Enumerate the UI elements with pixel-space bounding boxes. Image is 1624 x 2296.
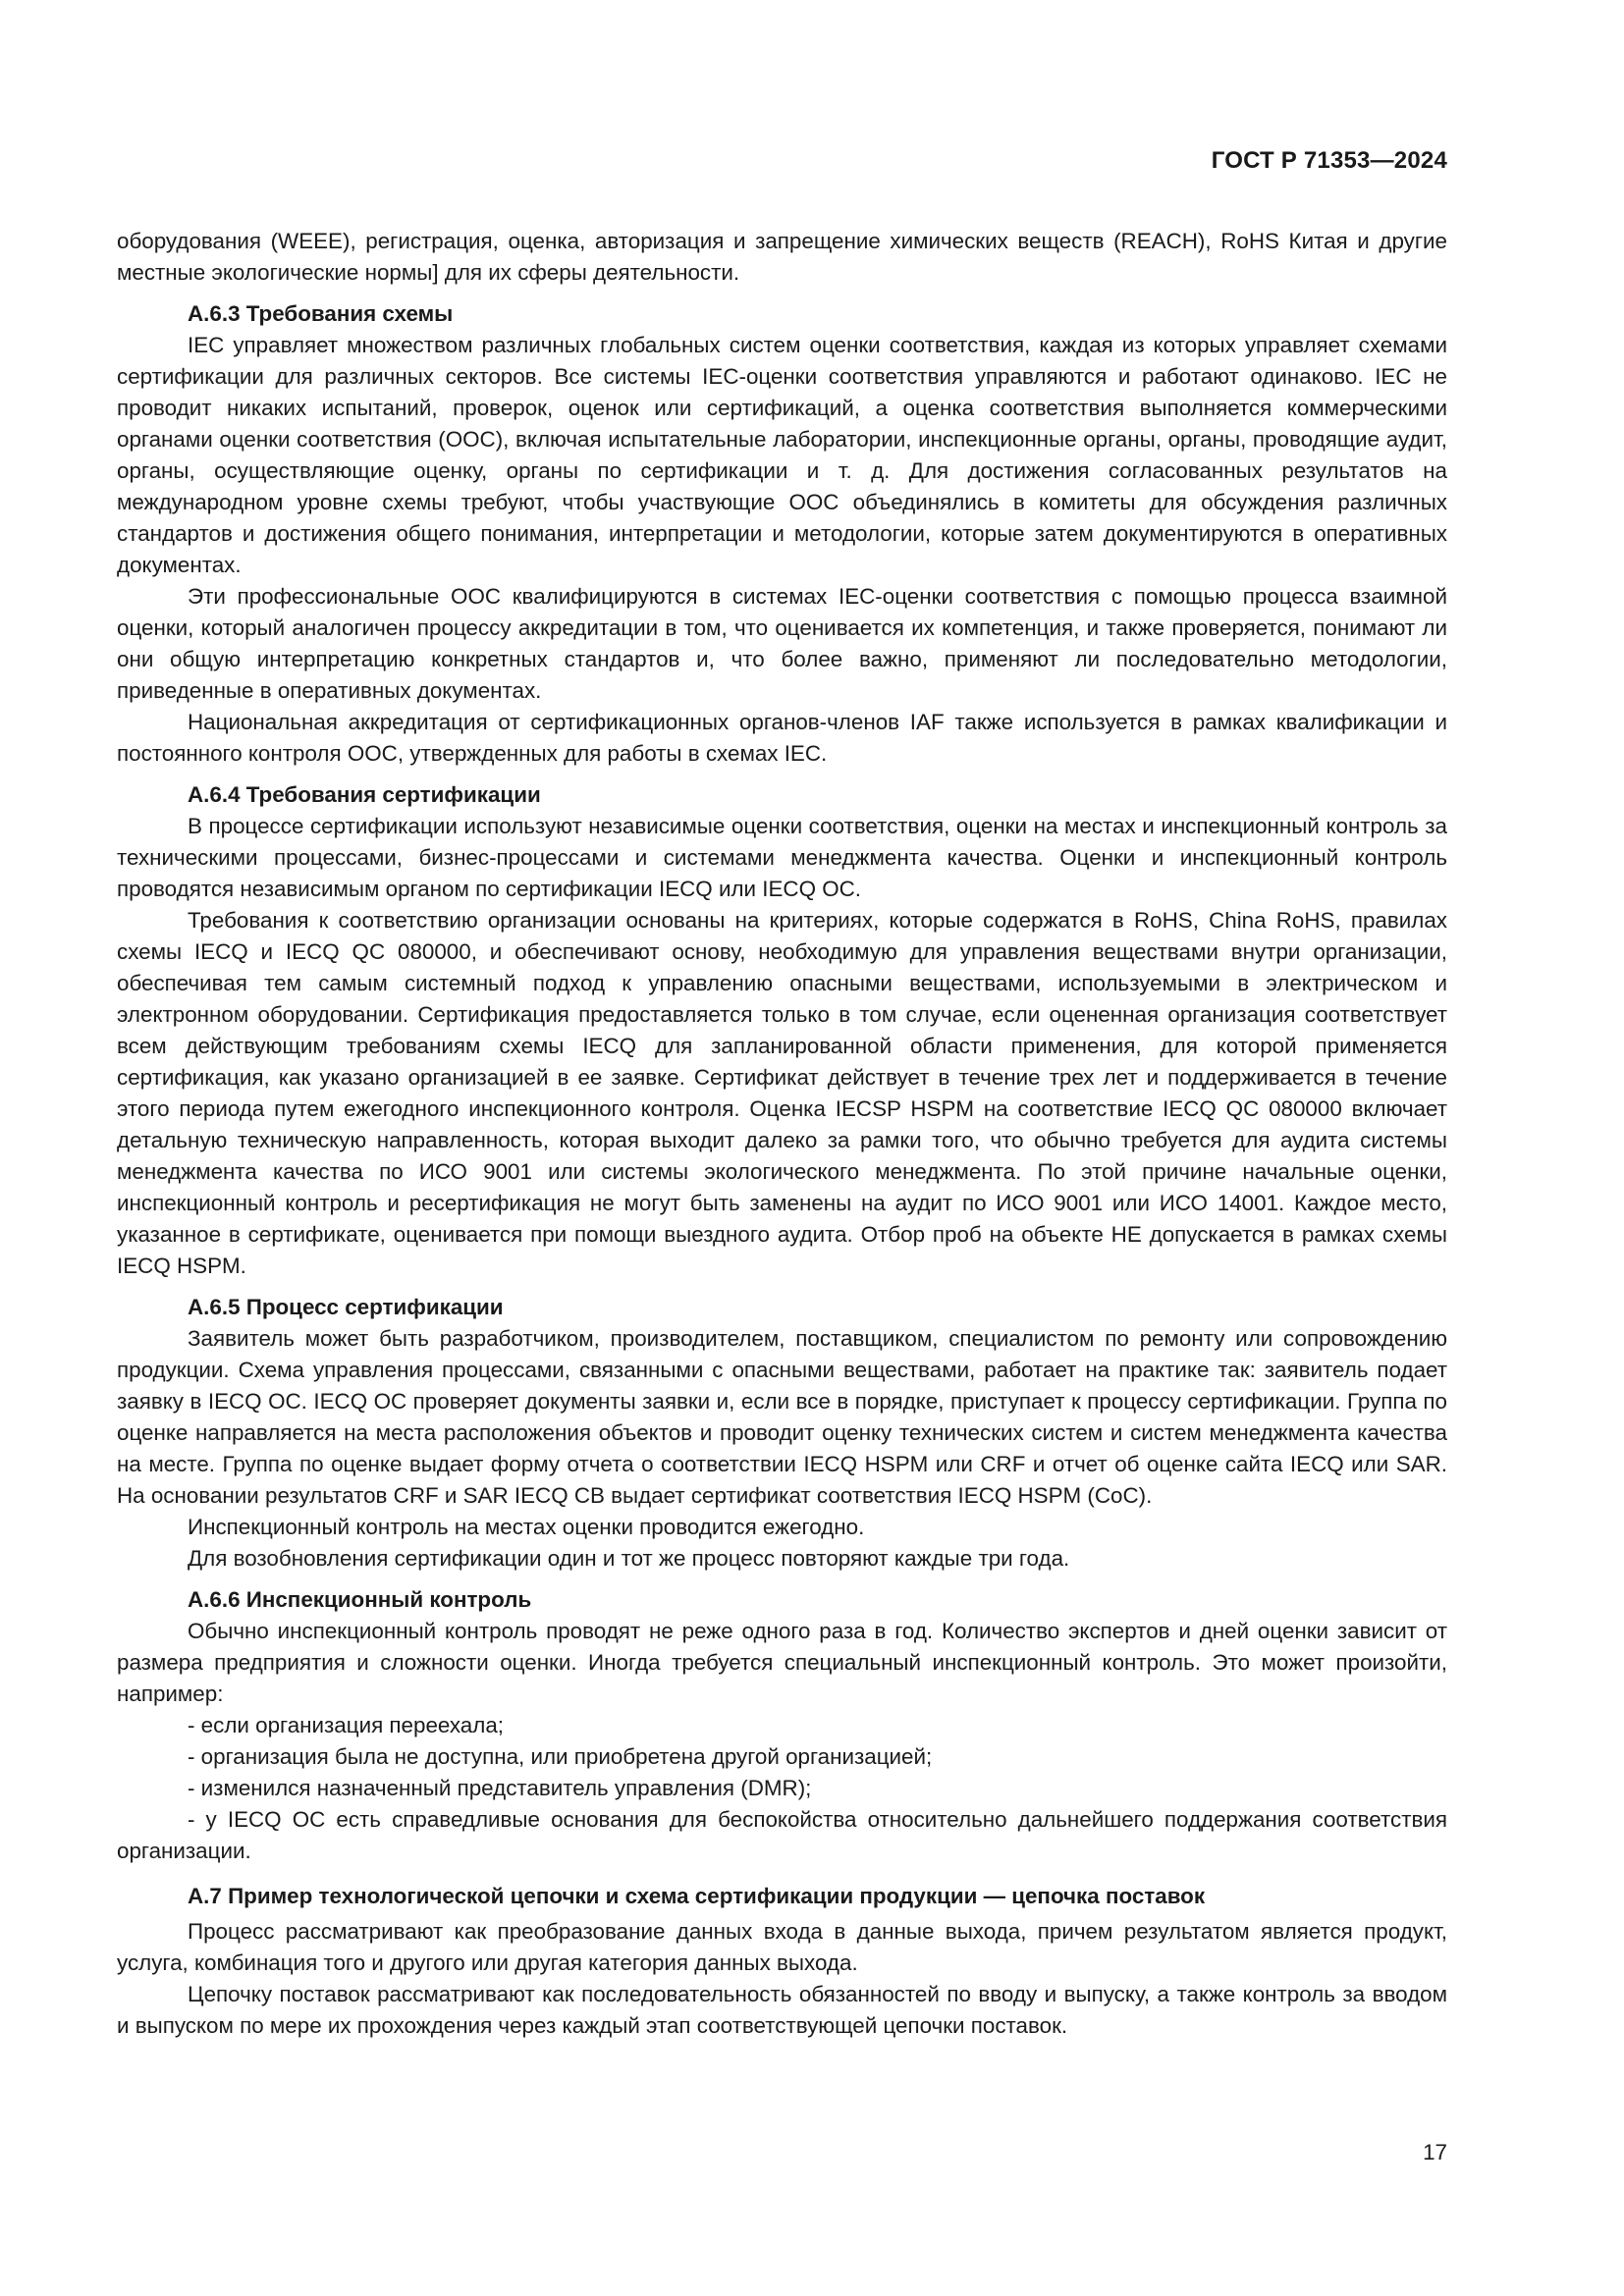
section-a7-paragraph-1: Процесс рассматривают как преобразование данных входа в данные выхода, причем результатом является продукт, услуга, комбинация того и другого или другая категория данных выхода. <box>117 1919 1447 1975</box>
section-a65-paragraph-3: Для возобновления сертификации один и тот же процесс повторяют каждые три года. <box>188 1546 1070 1571</box>
list-item: - организация была не доступна, или приобретена другой организацией; <box>188 1744 933 1769</box>
section-a65-paragraph-1: Заявитель может быть разработчиком, производителем, поставщиком, специалистом по ремонту или сопровождению продукции. Схема управления процессами, связанными с опасными веществами, работает на практике так: заявитель подает заявку в IECQ OC. IECQ OC проверяет документы заявки и, если все в порядке, приступает к процессу сертификации. Группа по оценке направляется на места расположения объектов и проводит оценку технических систем и систем менеджмента качества на месте. Группа по оценке выдает форму отчета о соответствии IECQ HSPM или CRF и отчет об оценке сайта IECQ или SAR. На основании результатов CRF и SAR IECQ CB выдает сертификат соответствия IECQ HSPM (CoC). <box>117 1326 1447 1508</box>
section-a66-paragraph-1: Обычно инспекционный контроль проводят не реже одного раза в год. Количество экспертов и дней оценки зависит от размера предприятия и сложности оценки. Иногда требуется специальный инспекционный контроль. Это может произойти, например: <box>117 1619 1447 1706</box>
section-a63-paragraph-1: IEC управляет множеством различных глобальных систем оценки соответствия, каждая из которых управляет схемами сертификации для различных секторов. Все системы IEC-оценки соответствия управляются и работают одинаково. IEC не проводит никаких испытаний, проверок, оценок или сертификаций, а оценка соответствия выполняется коммерческими органами оценки соответствия (ООС), включая испытательные лаборатории, инспекционные органы, органы, проводящие аудит, органы, осуществляющие оценку, органы по сертификации и т. д. Для достижения согласованных результатов на международном уровне схемы требуют, чтобы участвующие ООС объединялись в комитеты для обсуждения различных стандартов и достижения общего понимания, интерпретации и методологии, которые затем документируются в оперативных документах. <box>117 333 1447 577</box>
section-a7-heading: А.7 Пример технологической цепочки и схема сертификации продукции — цепочка поставок <box>188 1884 1206 1908</box>
document-body <box>117 226 1447 2042</box>
section-a64-paragraph-2: Требования к соответствию организации основаны на критериях, которые содержатся в RoHS, China RoHS, правилах схемы IECQ и IECQ QC 080000, и обеспечивают основу, необходимую для управления веществами внутри организации, обеспечивая тем самым системный подход к управлению опасными веществами, используемыми в электрическом и электронном оборудовании. Сертификация предоставляется только в том случае, если оцененная организация соответствует всем действующим требованиям схемы IECQ для запланированной области применения, для которой применяется сертификация, как указано организацией в ее заявке. Сертификат действует в течение трех лет и поддерживается в течение этого периода путем ежегодного инспекционного контроля. Оценка IECSP HSPM на соответствие IECQ QC 080000 включает детальную техническую направленность, которая выходит далеко за рамки того, что обычно требуется для аудита системы менеджмента качества по ИСО 9001 или системы экологического менеджмента. По этой причине начальные оценки, инспекционный контроль и ресертификация не могут быть заменены на аудит по ИСО 9001 или ИСО 14001. Каждое место, указанное в сертификате, оценивается при помощи выездного аудита. Отбор проб на объекте НЕ допускается в рамках схемы IECQ HSPM. <box>117 908 1447 1278</box>
section-a64-paragraph-1: В процессе сертификации используют независимые оценки соответствия, оценки на местах и инспекционный контроль за техническими процессами, бизнес-процессами и системами менеджмента качества. Оценки и инспекционный контроль проводятся независимым органом по сертификации IECQ или IECQ OC. <box>117 814 1447 901</box>
document-header-id: ГОСТ Р 71353—2024 <box>1211 147 1447 174</box>
section-a63-heading: А.6.3 Требования схемы <box>188 301 454 326</box>
section-a66-heading: А.6.6 Инспекционный контроль <box>188 1587 532 1612</box>
intro-continuation-paragraph: оборудования (WEEE), регистрация, оценка, авторизация и запрещение химических веществ (REACH), RoHS Китая и другие местные экологические нормы] для их сферы деятельности. <box>117 229 1447 285</box>
section-a65-paragraph-2: Инспекционный контроль на местах оценки проводится ежегодно. <box>188 1515 865 1539</box>
list-item: - у IECQ OC есть справедливые основания для беспокойства относительно дальнейшего поддержания соответствия организации. <box>117 1807 1447 1863</box>
section-a63-paragraph-2: Эти профессиональные ООС квалифицируются в системах IEC-оценки соответствия с помощью процесса взаимной оценки, который аналогичен процессу аккредитации в том, что оценивается их компетенция, и также проверяется, понимают ли они общую интерпретацию конкретных стандартов и, что более важно, применяют ли последовательно методологии, приведенные в оперативных документах. <box>117 584 1447 703</box>
section-a64-heading: А.6.4 Требования сертификации <box>188 782 541 807</box>
page-number: 17 <box>1423 2140 1447 2164</box>
section-a7-paragraph-2: Цепочку поставок рассматривают как последовательность обязанностей по вводу и выпуску, а также контроль за вводом и выпуском по мере их прохождения через каждый этап соответствующей цепочки поставок. <box>117 1982 1447 2038</box>
section-a63-paragraph-3: Национальная аккредитация от сертификационных органов-членов IAF также используется в рамках квалификации и постоянного контроля ООС, утвержденных для работы в схемах IEC. <box>117 710 1447 766</box>
list-item: - если организация переехала; <box>188 1713 504 1737</box>
list-item: - изменился назначенный представитель управления (DMR); <box>188 1776 812 1800</box>
section-a65-heading: А.6.5 Процесс сертификации <box>188 1295 504 1319</box>
